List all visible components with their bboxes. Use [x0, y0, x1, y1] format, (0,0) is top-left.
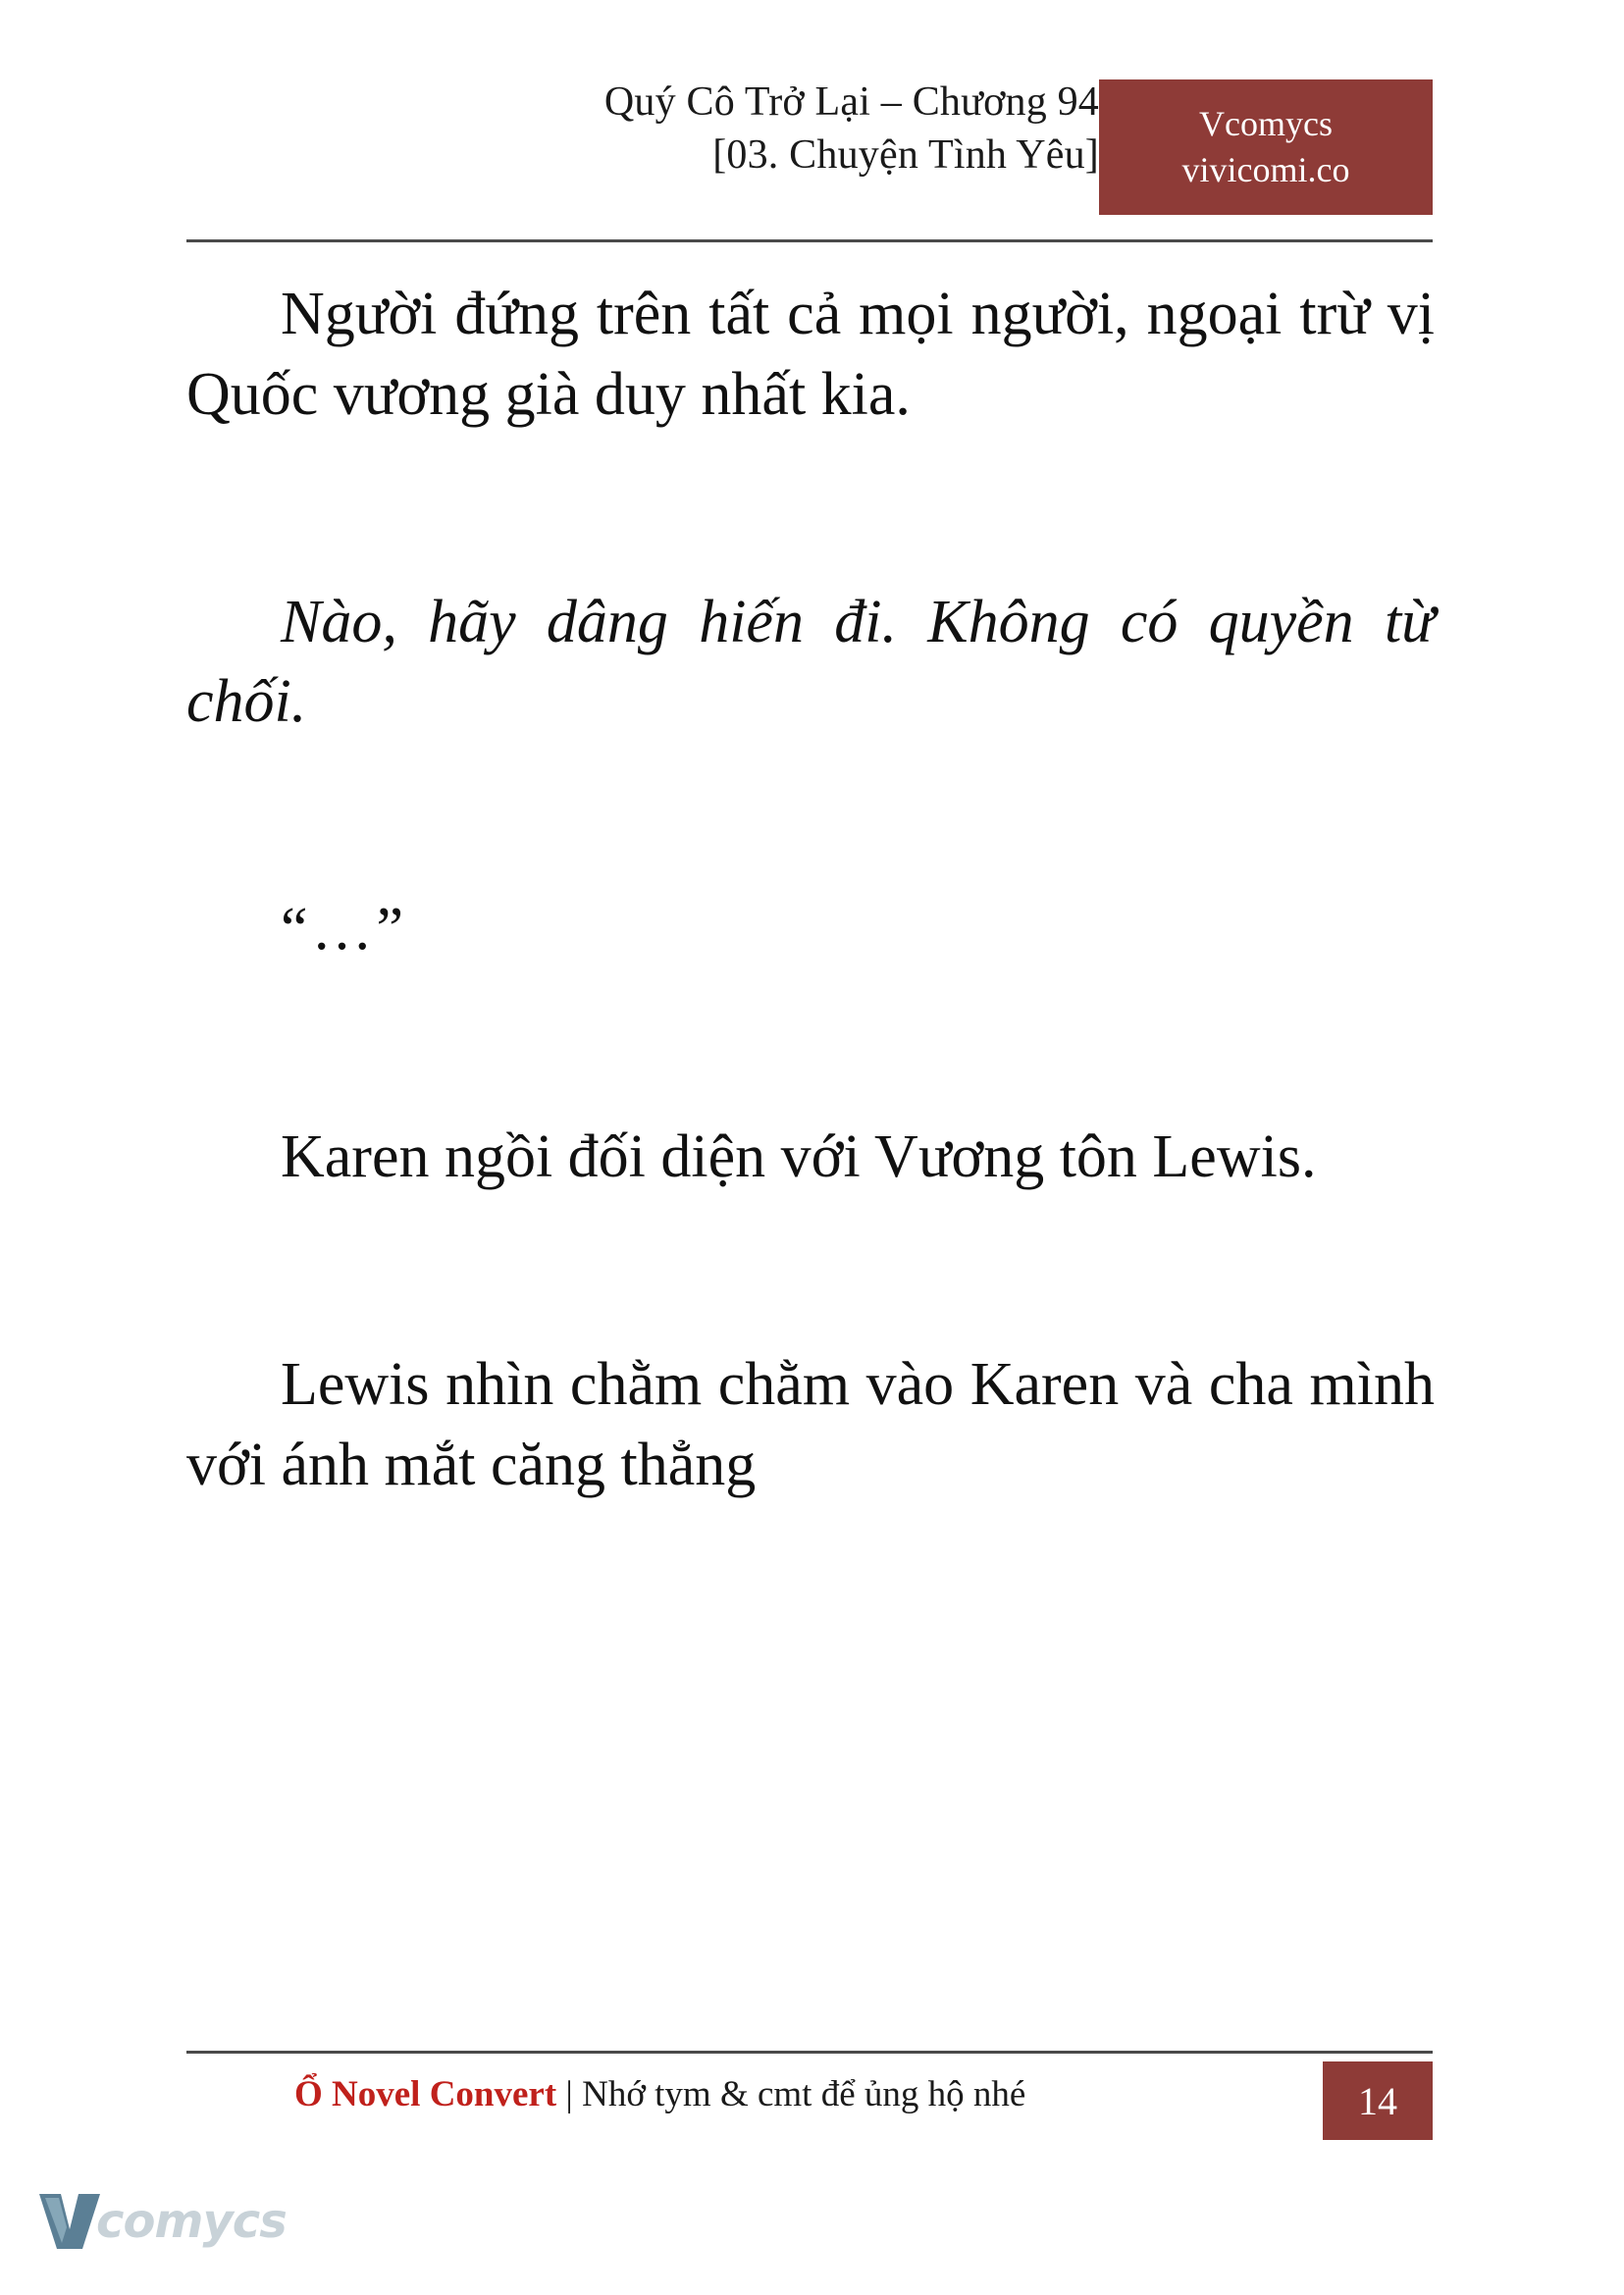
paragraph-spacer [186, 743, 1435, 890]
page-footer [186, 2065, 1433, 2140]
header-divider [186, 239, 1433, 242]
footer-note [294, 2073, 1025, 2115]
watermark-text: comycs [96, 2194, 287, 2249]
paragraph-4: Karen ngồi đối diện với Vương tôn Lewis. [281, 1123, 1317, 1191]
paragraph-5: Lewis nhìn chằm chằm vào Karen và cha mình với ánh mắt căng thẳng [186, 1350, 1435, 1498]
footer-separator: | [556, 2074, 583, 2114]
header-title [186, 77, 1099, 183]
page-content [186, 275, 1435, 1506]
paragraph-spacer [186, 970, 1435, 1118]
paragraph-1: Người đứng trên tất cả mọi người, ngoại trừ vị Quốc vương già duy nhất kia. [186, 281, 1435, 428]
page-header [186, 77, 1433, 234]
site-badge [1099, 79, 1433, 215]
site-badge-name: Vcomycs [1199, 104, 1333, 144]
paragraph-spacer [186, 1198, 1435, 1345]
header-title-line2: [03. Chuyện Tình Yêu] [712, 131, 1099, 178]
header-title-line1: Quý Cô Trở Lại – Chương 94 [603, 79, 1099, 125]
page-number-badge: 14 [1323, 2061, 1433, 2140]
paragraph-2: Nào, hãy dâng hiến đi. Không có quyền từ chối. [186, 588, 1435, 736]
footer-brand: Ổ Novel Convert [294, 2074, 557, 2114]
watermark-logo [35, 2186, 290, 2265]
paragraph-3: “…” [281, 896, 408, 964]
site-badge-url: vivicomi.co [1181, 150, 1350, 189]
footer-message: Nhớ tym & cmt để ủng hộ nhé [582, 2074, 1026, 2114]
paragraph-spacer [186, 436, 1435, 583]
vcomycs-logo-icon [35, 2186, 104, 2255]
footer-divider [186, 2051, 1433, 2054]
